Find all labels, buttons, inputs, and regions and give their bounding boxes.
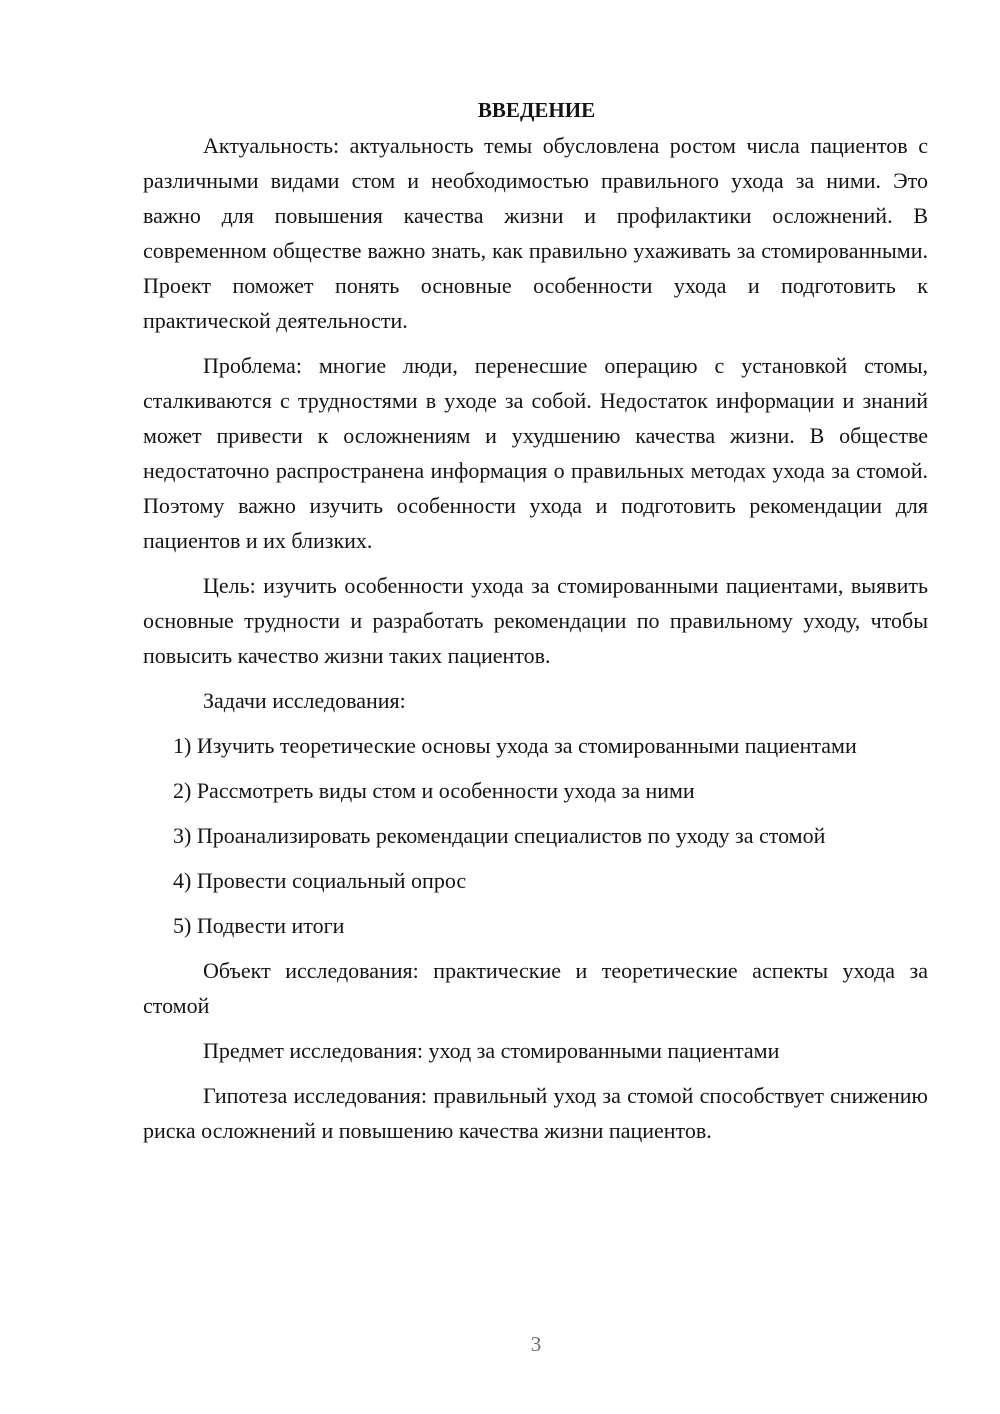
- subject-paragraph: Предмет исследования: уход за стомированными пациентами: [203, 1038, 780, 1063]
- task-item-4: 4) Провести социальный опрос: [173, 868, 467, 893]
- object-paragraph: Объект исследования: практические и теоретические аспекты ухода за стомой: [143, 958, 928, 1018]
- hypothesis-paragraph: Гипотеза исследования: правильный уход за стомой способствует снижению риска осложнений и повышению качества жизни пациентов.: [143, 1083, 928, 1143]
- page-number: 3: [530, 1332, 542, 1356]
- problem-paragraph: Проблема: многие люди, перенесшие операцию с установкой стомы, сталкиваются с трудностями в уходе за собой. Недостаток информации и знаний может привести к осложнениям и ухудшению качества жизни. В обществе недостаточно распространена информация о правильных методах ухода за стомой. Поэтому важно изучить особенности ухода и подготовить рекомендации для пациентов и их близких.: [143, 353, 928, 553]
- task-item-1: 1) Изучить теоретические основы ухода за стомированными пациентами: [173, 733, 857, 758]
- tasks-heading: Задачи исследования:: [203, 688, 406, 713]
- page-title: ВВЕДЕНИЕ: [477, 98, 596, 122]
- tasks-list: [143, 728, 928, 943]
- task-item-2: 2) Рассмотреть виды стом и особенности ухода за ними: [173, 778, 695, 803]
- page-content: [143, 93, 928, 1148]
- goal-paragraph: Цель: изучить особенности ухода за стомированными пациентами, выявить основные трудности и разработать рекомендации по правильному уходу, чтобы повысить качество жизни таких пациентов.: [143, 573, 928, 668]
- relevance-paragraph: Актуальность: актуальность темы обусловлена ростом числа пациентов с различными видами стом и необходимостью правильного ухода за ними. Это важно для повышения качества жизни и профилактики осложнений. В современном обществе важно знать, как правильно ухаживать за стомированными. Проект поможет понять основные особенности ухода и подготовить к практической деятельности.: [143, 133, 928, 333]
- task-item-5: 5) Подвести итоги: [173, 913, 345, 938]
- task-item-3: 3) Проанализировать рекомендации специалистов по уходу за стомой: [173, 823, 826, 848]
